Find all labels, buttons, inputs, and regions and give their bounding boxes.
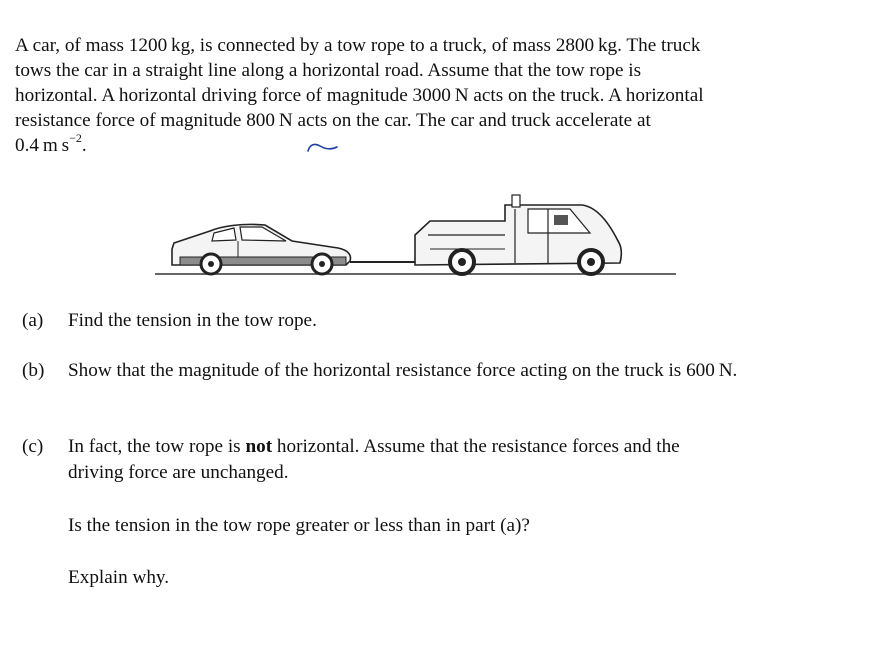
- car-and-truck-diagram: [150, 185, 690, 285]
- part-c-explain: Explain why.: [68, 567, 170, 588]
- part-c-line-1-end: horizontal. Assume that the resistance forces and the: [272, 436, 680, 457]
- part-c-label: (c): [22, 436, 44, 457]
- intro-line-4: resistance force of magnitude 800 N acts on the car. The car and truck accelerate at: [15, 110, 651, 131]
- pen-annotation-icon: [306, 140, 340, 154]
- part-b-label: (b): [22, 360, 45, 381]
- part-a-text: Find the tension in the tow rope.: [68, 310, 317, 331]
- part-c-line-1-start: In fact, the tow rope is: [68, 436, 246, 457]
- truck-icon: [415, 195, 621, 274]
- intro-line-1: A car, of mass 1200 kg, is connected by a tow rope to a truck, of mass 2800 kg. The truck: [15, 35, 701, 56]
- acceleration-end: .: [81, 135, 87, 156]
- part-b-text: Show that the magnitude of the horizontal resistance force acting on the truck is 600 N.: [68, 360, 738, 381]
- part-c-line-2: driving force are unchanged.: [68, 462, 289, 483]
- problem-statement: [15, 33, 865, 158]
- part-c-question: Is the tension in the tow rope greater or less than in part (a)?: [68, 515, 530, 536]
- car-icon: [172, 224, 351, 274]
- intro-line-2: tows the car in a straight line along a horizontal road. Assume that the tow rope is: [15, 60, 642, 81]
- acceleration-exponent: −2: [69, 130, 82, 145]
- part-c-line-1: [68, 434, 680, 460]
- part-c-emphasis: not: [245, 436, 273, 457]
- intro-line-3: horizontal. A horizontal driving force of magnitude 3000 N acts on the truck. A horizontal: [15, 85, 704, 106]
- acceleration-value: 0.4 m s: [15, 135, 70, 156]
- part-c-text: [68, 434, 680, 486]
- part-a-label: (a): [22, 310, 44, 331]
- intro-line-5: [15, 130, 865, 158]
